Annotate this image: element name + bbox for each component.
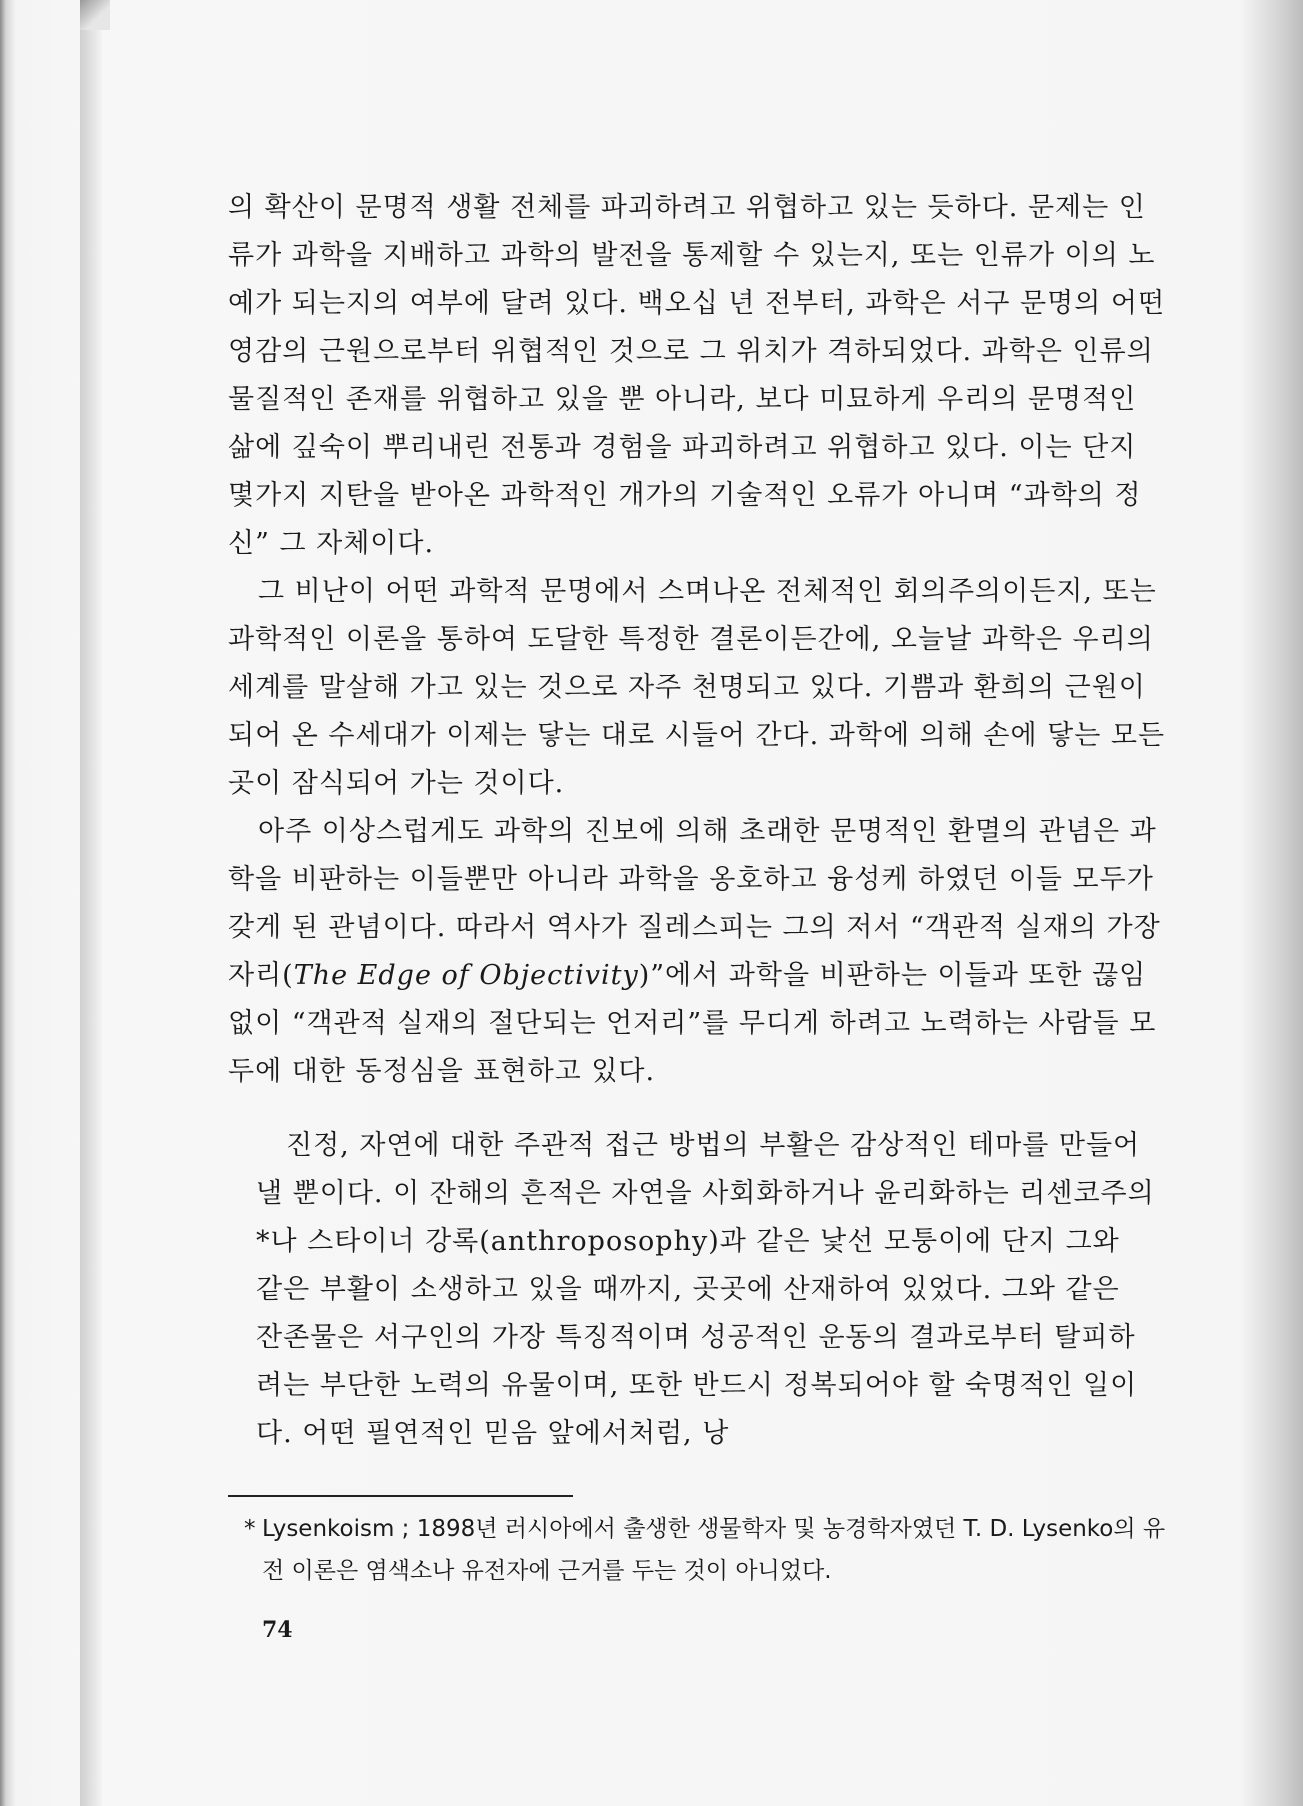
footnote — [244, 1508, 1172, 1592]
book-title: The Edge of Objectivity — [293, 960, 639, 991]
paragraph-1: 의 확산이 문명적 생활 전체를 파괴하려고 위협하고 있는 듯하다. 문제는 인류가 과학을 지배하고 과학의 발전을 통제할 수 있는지, 또는 인류가 이의 노예가 되는지의 여부에 달려 있다. 백오십 년 전부터, 과학은 서구 문명의 어떤 영감의 근원으로부터 위협적인 것으로 그 위치가 격하되었다. 과학은 인류의 물질적인 존재를 위협하고 있을 뿐 아니라, 보다 미묘하게 우리의 문명적인 삶에 깊숙이 뿌리내린 전통과 경험을 파괴하려고 위협하고 있다. 이는 단지 몇가지 지탄을 받아온 과학적인 개가의 기술적인 오류가 아니며 “과학의 정신” 그 자체이다. — [228, 192, 1166, 559]
footnote-text: Lysenkoism ; 1898년 러시아에서 출생한 생물학자 및 농경학자였던 T. D. Lysenko의 유전 이론은 염색소나 유전자에 근거를 두는 것이 아니었다. — [262, 1516, 1166, 1584]
footnote-marker: * — [244, 1516, 256, 1542]
paragraph-3-end: )”에서 과학을 비판하는 이들과 또한 끊임없이 “객관적 실재의 절단되는 언저리”를 무디게 하려고 노력하는 사람들 모두에 대한 동정심을 표현하고 있다. — [228, 960, 1157, 1087]
body-text-section-1 — [228, 184, 1168, 1096]
paragraph-3-start: 아주 이상스럽게도 과학의 진보에 의해 초래한 문명적인 환멸의 관념은 과학을 비판하는 이들뿐만 아니라 과학을 옹호하고 융성케 하였던 이들 모두가 갖게 된 관념이다. 따라서 역사가 질레스피는 그의 저서 “객관적 실재의 가장자리( — [228, 816, 1161, 991]
body-text-section-2 — [256, 1122, 1156, 1458]
paragraph-4: 진정, 자연에 대한 주관적 접근 방법의 부활은 감상적인 테마를 만들어낼 뿐이다. 이 잔해의 흔적은 자연을 사회화하거나 윤리화하는 리센코주의*나 스타이너 강록(anthroposophy)과 같은 낯선 모퉁이에 단지 그와 같은 부활이 소생하고 있을 때까지, 곳곳에 산재하여 있었다. 그와 같은 잔존물은 서구인의 가장 특징적이며 성공적인 운동의 결과로부터 탈피하려는 부단한 노력의 유물이며, 또한 반드시 정복되어야 할 숙명적인 일이다. 어떤 필연적인 믿음 앞에서처럼, 낭 — [256, 1130, 1155, 1449]
page-edge — [80, 0, 102, 1806]
page-number: 74 — [262, 1617, 293, 1643]
page-corner — [80, 0, 110, 30]
paragraph-3 — [228, 808, 1168, 1096]
footnote-divider — [228, 1495, 573, 1497]
paragraph-2: 그 비난이 어떤 과학적 문명에서 스며나온 전체적인 회의주의이든지, 또는 과학적인 이론을 통하여 도달한 특정한 결론이든간에, 오늘날 과학은 우리의 세계를 말살해 가고 있는 것으로 자주 천명되고 있다. 기쁨과 환희의 근원이 되어 온 수세대가 이제는 닿는 대로 시들어 간다. 과학에 의해 손에 닿는 모든 곳이 잠식되어 가는 것이다. — [228, 576, 1166, 799]
